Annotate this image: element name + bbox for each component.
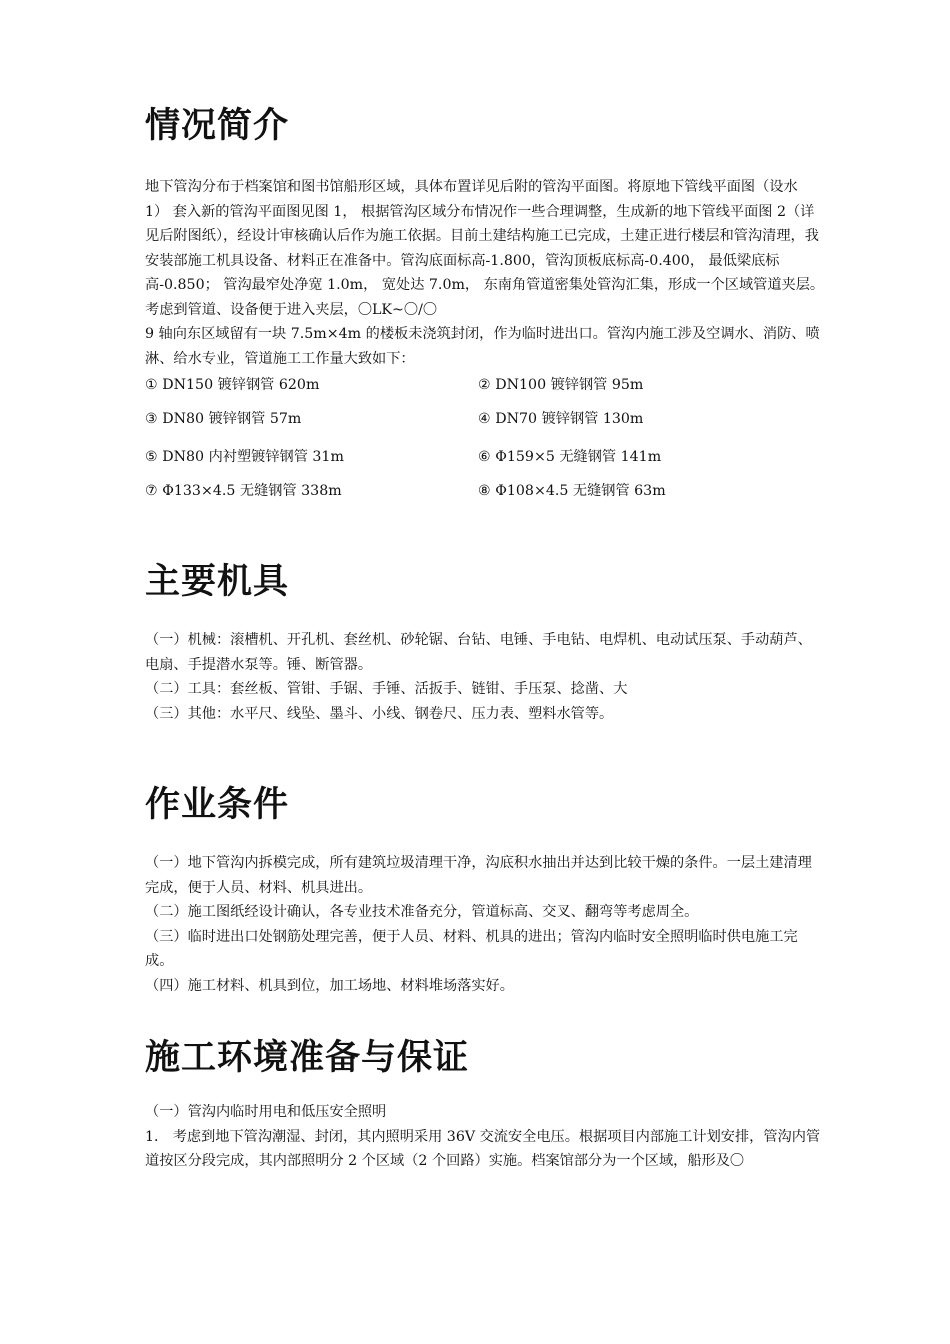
section-title-environment: 施工环境准备与保证 [145, 1038, 470, 1078]
pipe-item: ⑥ Φ159×5 无缝钢管 141m [478, 449, 662, 465]
pipe-item: ⑧ Φ108×4.5 无缝钢管 63m [478, 483, 666, 499]
conditions-item: （三）临时进出口处钢筋处理完善，便于人员、材料、机具的进出；管沟内临时安全照明临时供电施工完成。 [145, 928, 798, 969]
environment-item: 1． 考虑到地下管沟潮湿、封闭，其内照明采用 36V 交流安全电压。根据项目内部施工计划安排，管沟内管道按区分段完成，其内部照明分 2 个区域（2 个回路）实施。档案馆部分为一个区域，船形及〇 [145, 1128, 821, 1169]
section-body-conditions [145, 851, 825, 998]
pipe-item: ③ DN80 镀锌钢管 57m [145, 411, 302, 427]
document-page [145, 0, 825, 1174]
pipe-item: ⑦ Φ133×4.5 无缝钢管 338m [145, 483, 342, 499]
conditions-item: （四）施工材料、机具到位，加工场地、材料堆场落实好。 [145, 977, 514, 994]
tools-item: （一）机械：滚槽机、开孔机、套丝机、砂轮锯、台钻、电锤、手电钻、电焊机、电动试压泵、手动葫芦、电扇、手提潜水泵等。锤、断管器。 [145, 632, 812, 673]
tools-item: （二）工具：套丝板、管钳、手锯、手锤、活扳手、链钳、手压泵、捻凿、大 [145, 681, 628, 697]
section-body-tools [145, 628, 825, 726]
section-title-intro: 情况简介 [145, 106, 290, 146]
section-title-conditions: 作业条件 [145, 785, 290, 825]
conditions-item: （二）施工图纸经设计确认，各专业技术准备充分，管道标高、交叉、翻弯等考虑周全。 [145, 904, 699, 920]
pipe-quantity-list [145, 373, 825, 503]
section-body-intro [145, 175, 825, 503]
pipe-item: ② DN100 镀锌钢管 95m [478, 377, 644, 393]
intro-paragraph: 地下管沟分布于档案馆和图书馆船形区域，具体布置详见后附的管沟平面图。将原地下管线平面图（设水 1） 套入新的管沟平面图见图 1， 根据管沟区域分布情况作一些合理调整，生成新的地下管线平面图 2（详见后附图纸），经设计审核确认后作为施工依据。目前土建结构施工已完成，土建正进行楼层和管沟清理，我安装部施工机具设备、材料正在准备中。管沟底面标高-1.800，管沟顶板底标高-0.400， 最低梁底标高-0.850； 管沟最窄处净宽 1.0m， 宽处达 7.0m， 东南角管道密集处管沟汇集，形成一个区域管道夹层。考虑到管道、设备便于进入夹层，〇LK~〇/〇 [145, 179, 825, 318]
intro-paragraph: 9 轴向东区域留有一块 7.5m×4m 的楼板未浇筑封闭，作为临时进出口。管沟内施工涉及空调水、消防、喷淋、给水专业，管道施工工作量大致如下： [145, 326, 820, 367]
section-body-environment [145, 1100, 825, 1174]
section-title-tools: 主要机具 [145, 562, 290, 602]
pipe-item: ⑤ DN80 内衬塑镀锌钢管 31m [145, 449, 344, 465]
pipe-item: ④ DN70 镀锌钢管 130m [478, 411, 644, 427]
tools-item: （三）其他：水平尺、线坠、墨斗、小线、钢卷尺、压力表、塑料水管等。 [145, 705, 614, 722]
environment-item: （一）管沟内临时用电和低压安全照明 [145, 1104, 387, 1120]
conditions-item: （一）地下管沟内拆模完成，所有建筑垃圾清理干净，沟底积水抽出并达到比较干燥的条件。一层土建清理完成，便于人员、材料、机具进出。 [145, 855, 812, 896]
pipe-item: ① DN150 镀锌钢管 620m [145, 377, 320, 393]
